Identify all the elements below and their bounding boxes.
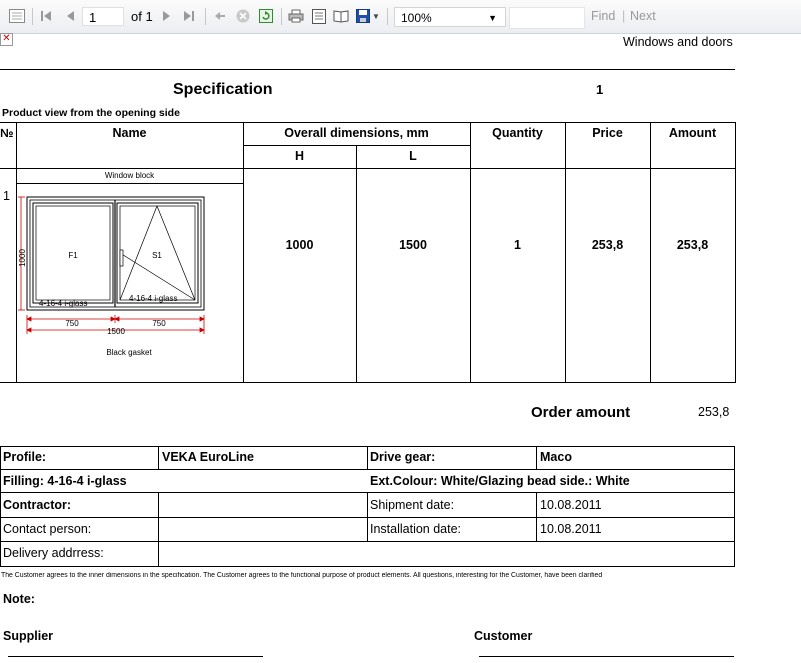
- page-title: Specification: [173, 81, 273, 98]
- next-page-icon[interactable]: [160, 7, 174, 25]
- contractor-label: Contractor:: [3, 498, 72, 512]
- column-header-amount: Amount: [668, 126, 717, 140]
- last-page-icon[interactable]: [180, 7, 198, 25]
- width-total-dimension-label: 1500: [107, 327, 125, 336]
- table-border: [735, 122, 736, 383]
- table-border: [367, 446, 368, 470]
- row-price: 253,8: [591, 238, 624, 252]
- shipment-date-value: 10.08.2011: [540, 498, 602, 512]
- table-border: [158, 492, 159, 567]
- document-map-icon[interactable]: [8, 7, 26, 25]
- width-right-dimension-label: 750: [152, 319, 166, 328]
- note-label: Note:: [3, 592, 35, 606]
- drive-gear-label: Drive gear:: [370, 450, 436, 464]
- profile-value: VEKA EuroLine: [162, 450, 254, 464]
- row-amount: 253,8: [676, 238, 709, 252]
- save-export-icon[interactable]: [355, 7, 371, 25]
- page-setup-icon[interactable]: [332, 7, 350, 25]
- height-dimension-label: 1000: [18, 249, 27, 267]
- find-separator: |: [622, 9, 626, 23]
- find-input[interactable]: [509, 7, 585, 29]
- supplier-signature-line: [8, 656, 263, 657]
- table-border: [0, 168, 736, 169]
- zoom-select[interactable]: 100% ▼: [394, 7, 506, 27]
- column-header-price: Price: [592, 126, 623, 140]
- drive-gear-value: Maco: [540, 450, 572, 464]
- delivery-address-label: Delivery addrress:: [3, 546, 104, 560]
- table-border: [565, 122, 566, 383]
- profile-label: Profile:: [3, 450, 47, 464]
- ext-colour-text: Ext.Colour: White/Glazing bead side.: White: [370, 474, 630, 488]
- table-border: [0, 566, 735, 567]
- agreement-text: The Customer agrees to the inner dimensions in the specification. The Customer agrees to the functional purpose of product elements. All questions, interesting for the Customer, have been clarified: [1, 572, 603, 579]
- toolbar-separator: [32, 8, 33, 25]
- toolbar-separator: [281, 8, 282, 25]
- page-count: of 1: [131, 9, 153, 24]
- refresh-icon[interactable]: [258, 7, 274, 25]
- column-header-l: L: [409, 149, 417, 163]
- company-name: Windows and doors: [623, 35, 733, 49]
- row-quantity: 1: [514, 238, 521, 252]
- table-border: [470, 122, 471, 383]
- first-page-icon[interactable]: [38, 7, 54, 25]
- column-header-no: №: [0, 126, 14, 140]
- close-icon[interactable]: ✕: [0, 33, 13, 46]
- column-header-h: H: [294, 149, 305, 163]
- order-amount-value: 253,8: [698, 405, 730, 419]
- window-drawing: [16, 184, 243, 382]
- table-border: [0, 122, 736, 123]
- table-border: [0, 446, 1, 567]
- previous-page-icon[interactable]: [62, 7, 78, 25]
- stop-icon[interactable]: [235, 7, 251, 25]
- installation-date-value: 10.08.2011: [540, 522, 602, 536]
- table-border: [536, 492, 537, 542]
- width-left-dimension-label: 750: [65, 319, 79, 328]
- row-number: 1: [3, 189, 10, 203]
- table-border: [356, 145, 357, 383]
- supplier-label: Supplier: [3, 629, 54, 643]
- chevron-down-icon: ▼: [488, 13, 497, 23]
- report-viewer-toolbar: [0, 0, 801, 34]
- toolbar-separator: [387, 8, 388, 25]
- view-note: Product view from the opening side: [2, 107, 180, 119]
- customer-signature-line: [479, 656, 734, 657]
- toolbar-separator: [205, 8, 206, 25]
- gasket-label: Black gasket: [106, 348, 152, 357]
- customer-label: Customer: [474, 629, 533, 643]
- back-icon[interactable]: [212, 7, 228, 25]
- contact-person-label: Contact person:: [3, 522, 92, 536]
- installation-date-label: Installation date:: [370, 522, 462, 536]
- column-header-overall: Overall dimensions, mm: [284, 126, 429, 140]
- print-icon[interactable]: [287, 7, 305, 25]
- table-border: [367, 492, 368, 542]
- column-header-name: Name: [112, 126, 147, 140]
- table-border: [734, 446, 735, 567]
- table-border: [158, 446, 159, 470]
- row-height: 1000: [285, 238, 314, 252]
- find-next-link[interactable]: Next: [630, 9, 656, 23]
- table-border: [650, 122, 651, 383]
- table-border: [0, 382, 736, 383]
- table-border: [536, 446, 537, 470]
- left-glass-label: 4-16-4 i-glass: [39, 299, 88, 308]
- right-sash-label: S1: [152, 251, 162, 260]
- left-sash-label: F1: [68, 251, 78, 260]
- specification-number: 1: [596, 82, 604, 97]
- window-block-label: Window block: [104, 171, 155, 180]
- row-length: 1500: [399, 238, 427, 252]
- find-link[interactable]: Find: [591, 9, 616, 23]
- print-layout-icon[interactable]: [310, 7, 328, 25]
- shipment-date-label: Shipment date:: [370, 498, 455, 512]
- column-header-quantity: Quantity: [492, 126, 543, 140]
- header-rule: [0, 69, 735, 70]
- export-dropdown-icon[interactable]: ▼: [372, 11, 380, 21]
- order-amount-label: Order amount: [531, 404, 631, 421]
- filling-text: Filling: 4-16-4 i-glass: [3, 474, 127, 488]
- page-number-input[interactable]: 1: [82, 7, 124, 26]
- right-glass-label: 4-16-4 i-glass: [129, 294, 178, 303]
